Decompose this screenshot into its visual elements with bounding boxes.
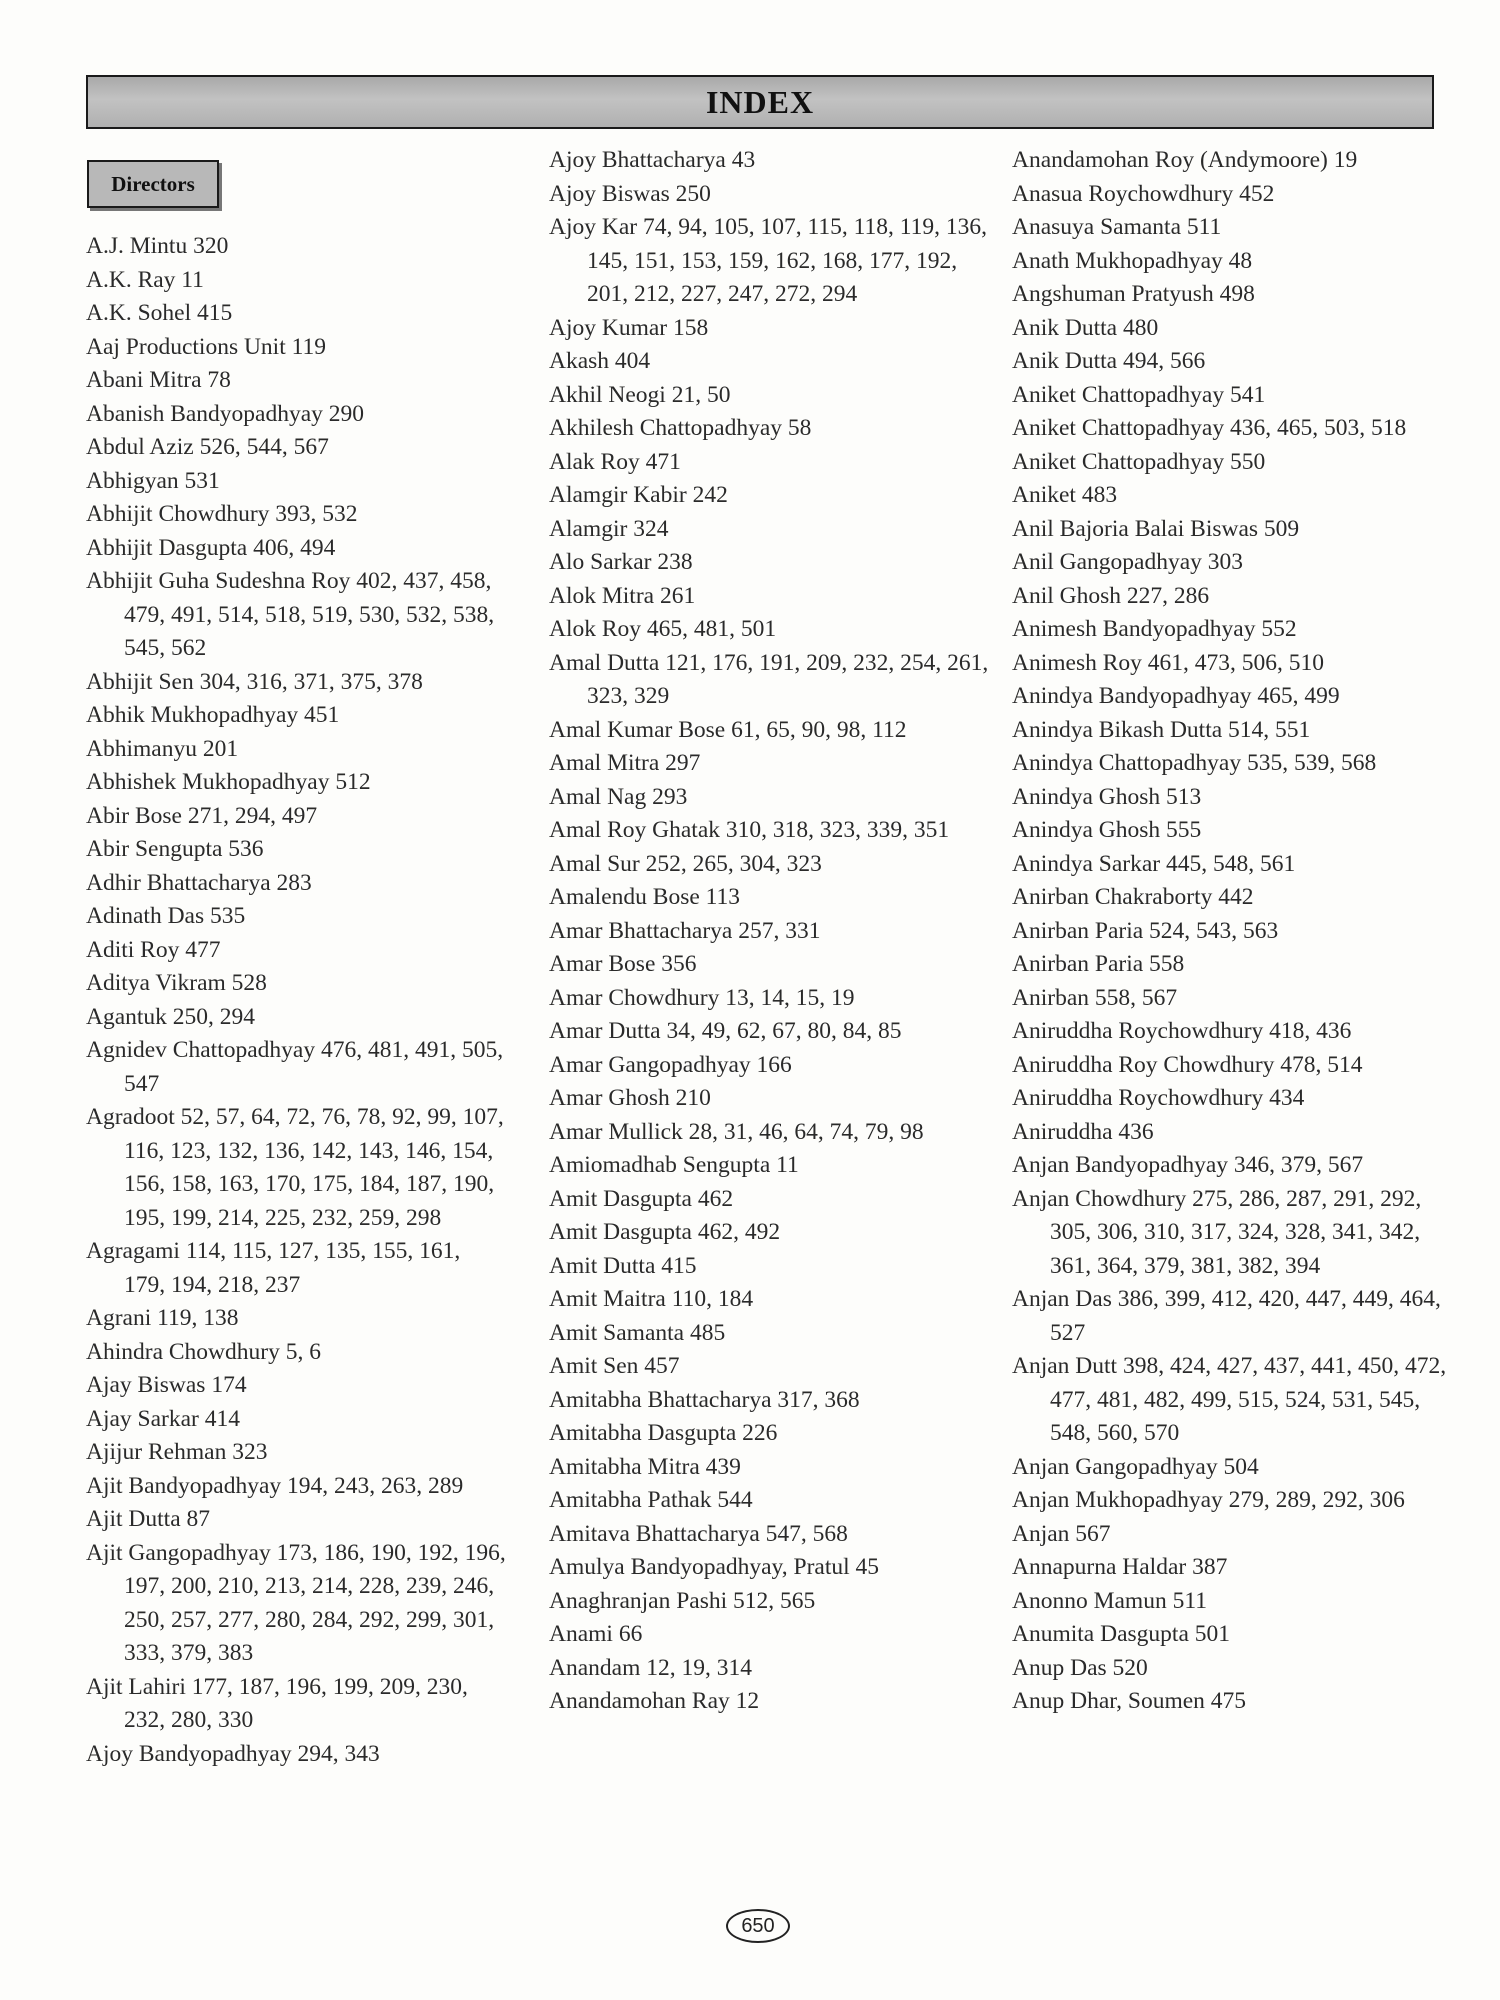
index-entry: Abir Bose 271, 294, 497 xyxy=(86,802,318,829)
index-entry: Agnidev Chattopadhyay 476, 481, 491, 505, 547 xyxy=(86,1037,504,1097)
index-entry: Amit Dasgupta 462, 492 xyxy=(549,1219,781,1245)
index-entry: Anandamohan Ray 12 xyxy=(549,1688,760,1714)
section-heading-box xyxy=(87,160,219,208)
index-entry: Anandam 12, 19, 314 xyxy=(549,1654,752,1681)
index-entry: Amitabha Bhattacharya 317, 368 xyxy=(549,1386,860,1413)
index-entry: Ajit Lahiri 177, 187, 196, 199, 209, 230, 232, 280, 330 xyxy=(86,1673,468,1733)
index-entry: Amal Nag 293 xyxy=(549,783,688,810)
index-entry: Agrani 119, 138 xyxy=(86,1305,239,1331)
index-entry: Anirban Paria 558 xyxy=(1012,951,1185,977)
index-entry: Agantuk 250, 294 xyxy=(86,1003,256,1030)
index-entry: Amitabha Pathak 544 xyxy=(549,1487,753,1513)
index-entry: Ajit Dutta 87 xyxy=(86,1506,211,1532)
index-entry: Anjan Chowdhury 275, 286, 287, 291, 292, 305, 306, 310, 317, 324, 328, 341, 342, 361, 364, 379, 381, 382, 394 xyxy=(1012,1185,1422,1279)
index-entry: Amit Dutta 415 xyxy=(549,1252,697,1279)
index-entry: Aniket Chattopadhyay 541 xyxy=(1012,381,1266,408)
index-entry: Amalendu Bose 113 xyxy=(549,884,741,910)
index-entry: Amar Gangopadhyay 166 xyxy=(549,1051,792,1078)
index-entry: Alak Roy 471 xyxy=(549,448,681,475)
index-entry: Anindya Sarkar 445, 548, 561 xyxy=(1012,850,1296,877)
index-entry: Akhil Neogi 21, 50 xyxy=(549,381,731,408)
index-entry: Anup Dhar, Soumen 475 xyxy=(1012,1688,1247,1714)
index-entry: Ajit Bandyopadhyay 194, 243, 263, 289 xyxy=(86,1472,464,1499)
index-entry: Anath Mukhopadhyay 48 xyxy=(1012,247,1253,274)
index-entry: A.K. Sohel 415 xyxy=(86,300,233,326)
index-entry: Anami 66 xyxy=(549,1621,643,1647)
index-entry: Agragami 114, 115, 127, 135, 155, 161, 179, 194, 218, 237 xyxy=(86,1238,461,1298)
index-entry: Abhijit Sen 304, 316, 371, 375, 378 xyxy=(86,668,423,695)
index-entry: Anindya Bikash Dutta 514, 551 xyxy=(1012,716,1311,743)
index-entry: Abdul Aziz 526, 544, 567 xyxy=(86,434,329,460)
index-entry: Abhijit Chowdhury 393, 532 xyxy=(86,501,358,527)
index-entry: Ajoy Kumar 158 xyxy=(549,314,709,341)
index-entry: Anasuya Samanta 511 xyxy=(1012,214,1222,240)
index-entry: Aniket Chattopadhyay 436, 465, 503, 518 xyxy=(1012,415,1407,441)
index-entry: Abanish Bandyopadhyay 290 xyxy=(86,400,365,427)
index-entry: Amiomadhab Sengupta 11 xyxy=(549,1152,799,1178)
index-entry: Anik Dutta 494, 566 xyxy=(1012,348,1206,374)
index-entry: Anonno Mamun 511 xyxy=(1012,1587,1207,1614)
index-column-3 xyxy=(1012,144,1452,1719)
index-entry: Aniruddha Roychowdhury 418, 436 xyxy=(1012,1018,1352,1044)
index-entry: Angshuman Pratyush 498 xyxy=(1012,281,1255,307)
index-entry: Akhilesh Chattopadhyay 58 xyxy=(549,415,812,441)
index-entry: Amit Samanta 485 xyxy=(549,1319,726,1346)
index-entry: Anjan Mukhopadhyay 279, 289, 292, 306 xyxy=(1012,1487,1405,1513)
index-entry: Anil Gangopadhyay 303 xyxy=(1012,549,1244,575)
index-entry: Abhimanyu 201 xyxy=(86,735,239,762)
index-entry: Amitabha Mitra 439 xyxy=(549,1453,741,1480)
index-entry: Alok Mitra 261 xyxy=(549,582,696,609)
page-title: INDEX xyxy=(705,83,815,120)
index-entry: Annapurna Haldar 387 xyxy=(1012,1554,1228,1580)
index-entry: Amal Dutta 121, 176, 191, 209, 232, 254, 261, 323, 329 xyxy=(549,649,989,709)
index-entry: Abir Sengupta 536 xyxy=(86,836,264,862)
page-number: 650 xyxy=(726,1909,790,1943)
index-entry: Ajoy Biswas 250 xyxy=(549,180,711,207)
index-entry: Alamgir Kabir 242 xyxy=(549,482,728,508)
index-entry: Anjan Dutt 398, 424, 427, 437, 441, 450, 472, 477, 481, 482, 499, 515, 524, 531, 545, 548, 560, 570 xyxy=(1012,1353,1447,1446)
index-entry: Aniket Chattopadhyay 550 xyxy=(1012,448,1266,475)
index-entry: Anasua Roychowdhury 452 xyxy=(1012,180,1275,207)
index-entry: Anup Das 520 xyxy=(1012,1654,1148,1681)
index-entry: Agradoot 52, 57, 64, 72, 76, 78, 92, 99, 107, 116, 123, 132, 136, 142, 143, 146, 154, 156, 158, 163, 170, 175, 184, 187, 190, 195, 199, 214, 225, 232, 259, 298 xyxy=(86,1104,504,1231)
index-entry: Abhijit Guha Sudeshna Roy 402, 437, 458, 479, 491, 514, 518, 519, 530, 532, 538, 545, 562 xyxy=(86,568,495,661)
index-entry: Aditi Roy 477 xyxy=(86,936,221,963)
index-entry: Ajijur Rehman 323 xyxy=(86,1439,268,1465)
index-entry: Anindya Ghosh 513 xyxy=(1012,783,1202,810)
index-entry: Anandamohan Roy (Andymoore) 19 xyxy=(1012,147,1358,173)
index-entry: Anil Ghosh 227, 286 xyxy=(1012,582,1210,609)
index-entry: Aniruddha Roychowdhury 434 xyxy=(1012,1085,1305,1111)
index-entry: Ajoy Bhattacharya 43 xyxy=(549,147,756,173)
index-entry: A.K. Ray 11 xyxy=(86,266,204,293)
index-entry: Amal Kumar Bose 61, 65, 90, 98, 112 xyxy=(549,716,907,743)
index-entry: Animesh Roy 461, 473, 506, 510 xyxy=(1012,649,1325,676)
index-entry: Adinath Das 535 xyxy=(86,903,246,929)
index-entry: Akash 404 xyxy=(549,348,651,374)
index-entry: Amitabha Dasgupta 226 xyxy=(549,1420,778,1446)
index-entry: Amal Sur 252, 265, 304, 323 xyxy=(549,850,822,877)
index-entry: Amulya Bandyopadhyay, Pratul 45 xyxy=(549,1554,880,1580)
index-entry: Amitava Bhattacharya 547, 568 xyxy=(549,1520,848,1547)
index-entry: Amar Bhattacharya 257, 331 xyxy=(549,917,821,944)
index-entry: Alok Roy 465, 481, 501 xyxy=(549,616,777,642)
index-entry: Amar Mullick 28, 31, 46, 64, 74, 79, 98 xyxy=(549,1118,924,1145)
index-entry: Anirban Paria 524, 543, 563 xyxy=(1012,917,1279,944)
index-entry: Abhik Mukhopadhyay 451 xyxy=(86,702,340,728)
index-entry: Ajit Gangopadhyay 173, 186, 190, 192, 196, 197, 200, 210, 213, 214, 228, 239, 246, 250, 257, 277, 280, 284, 292, 299, 301, 333, 379, 383 xyxy=(86,1539,506,1666)
index-entry: Anaghranjan Pashi 512, 565 xyxy=(549,1587,816,1614)
index-entry: Anindya Bandyopadhyay 465, 499 xyxy=(1012,683,1340,709)
index-entry: Amal Mitra 297 xyxy=(549,750,701,776)
index-entry: A.J. Mintu 320 xyxy=(86,233,229,259)
index-entry: Amit Dasgupta 462 xyxy=(549,1185,734,1212)
index-entry: Adhir Bhattacharya 283 xyxy=(86,869,312,896)
index-entry: Anjan Das 386, 399, 412, 420, 447, 449, 464, 527 xyxy=(1012,1286,1441,1346)
index-entry: Aditya Vikram 528 xyxy=(86,970,267,996)
index-entry: Amar Dutta 34, 49, 62, 67, 80, 84, 85 xyxy=(549,1018,902,1044)
index-column-1 xyxy=(86,230,506,1771)
index-entry: Aaj Productions Unit 119 xyxy=(86,333,326,360)
index-entry: Ajoy Kar 74, 94, 105, 107, 115, 118, 119, 136, 145, 151, 153, 159, 162, 168, 177, 192, 201, 212, 227, 247, 272, 294 xyxy=(549,214,987,307)
index-entry: Abhigyan 531 xyxy=(86,467,220,494)
index-entry: Anjan Bandyopadhyay 346, 379, 567 xyxy=(1012,1152,1364,1178)
index-entry: Alo Sarkar 238 xyxy=(549,549,693,575)
index-entry: Anindya Chattopadhyay 535, 539, 568 xyxy=(1012,750,1377,776)
index-entry: Ajay Sarkar 414 xyxy=(86,1405,241,1432)
index-entry: Amar Bose 356 xyxy=(549,951,697,977)
index-entry: Aniruddha Roy Chowdhury 478, 514 xyxy=(1012,1051,1363,1078)
index-title-bar xyxy=(86,75,1434,129)
index-entry: Anirban Chakraborty 442 xyxy=(1012,884,1254,910)
index-entry: Abhishek Mukhopadhyay 512 xyxy=(86,769,371,795)
index-entry: Anil Bajoria Balai Biswas 509 xyxy=(1012,515,1300,542)
index-entry: Aniket 483 xyxy=(1012,482,1118,508)
index-entry: Anik Dutta 480 xyxy=(1012,314,1159,341)
index-entry: Anjan 567 xyxy=(1012,1520,1111,1547)
index-entry: Amit Maitra 110, 184 xyxy=(549,1286,754,1312)
index-column-2 xyxy=(549,144,989,1719)
index-entry: Amar Chowdhury 13, 14, 15, 19 xyxy=(549,984,855,1011)
index-entry: Anindya Ghosh 555 xyxy=(1012,817,1202,843)
index-entry: Abani Mitra 78 xyxy=(86,367,231,393)
index-entry: Aniruddha 436 xyxy=(1012,1118,1154,1145)
index-entry: Ahindra Chowdhury 5, 6 xyxy=(86,1338,321,1365)
index-entry: Anumita Dasgupta 501 xyxy=(1012,1621,1230,1647)
index-entry: Anjan Gangopadhyay 504 xyxy=(1012,1453,1259,1480)
index-entry: Abhijit Dasgupta 406, 494 xyxy=(86,534,336,561)
index-entry: Animesh Bandyopadhyay 552 xyxy=(1012,616,1297,642)
index-entry: Ajoy Bandyopadhyay 294, 343 xyxy=(86,1740,380,1767)
index-entry: Amal Roy Ghatak 310, 318, 323, 339, 351 xyxy=(549,817,950,843)
index-entry: Alamgir 324 xyxy=(549,515,669,542)
index-entry: Amar Ghosh 210 xyxy=(549,1085,711,1111)
index-entry: Ajay Biswas 174 xyxy=(86,1372,247,1398)
index-entry: Anirban 558, 567 xyxy=(1012,984,1178,1011)
section-heading: Directors xyxy=(111,171,195,196)
index-entry: Amit Sen 457 xyxy=(549,1353,680,1379)
